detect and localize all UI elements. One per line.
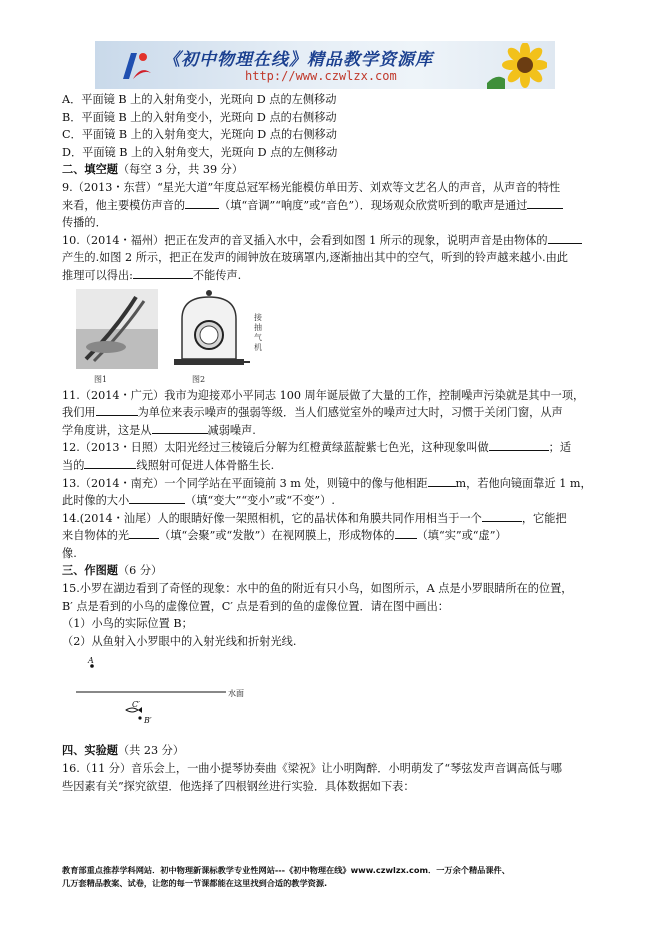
section-title: 四、实验题: [62, 743, 118, 758]
answer-blank[interactable]: [428, 475, 456, 487]
water-surface-diagram: [62, 652, 602, 738]
answer-blank[interactable]: [185, 197, 219, 209]
sound-experiment-figures: [76, 289, 602, 384]
question-16-line2: 些因素有关”探究欲望．他选择了四根钢丝进行实验．具体数据如下表：: [62, 779, 415, 793]
answer-blank[interactable]: [395, 527, 417, 539]
option-a: A．平面镜 B 上的入射角变小，光斑向 D 点的左侧移动: [62, 93, 337, 106]
q14-line: （填“实”或“虚”）: [416, 529, 507, 543]
question-10: [62, 232, 602, 250]
worksheet-body: [62, 91, 602, 795]
question-12: [62, 439, 602, 457]
question-10-line3: [62, 267, 602, 285]
q12-line: 当的: [62, 458, 85, 472]
q9-line: 9.（2013・东营）“星光大道”年度总冠军杨光能模仿单田芳、刘欢等文艺名人的声音，从声音的特性: [62, 180, 561, 194]
q11-line: 学角度讲，这是从: [62, 423, 152, 437]
option-b: B．平面镜 B 上的入射角变小，光斑向 D 点的右侧移动: [62, 110, 337, 124]
air-pump-label: 接抽气机: [254, 312, 262, 352]
section-title: 三、作图题: [62, 563, 118, 578]
answer-blank[interactable]: [527, 197, 563, 209]
q11-line: 减弱噪声.: [207, 423, 256, 437]
section-title: 二、填空题: [62, 162, 118, 177]
question-16: 16.（11 分）音乐会上，一曲小提琴协奏曲《梁祝》让小明陶醉．小明萌发了“琴弦发声音调高低与哪: [62, 762, 562, 776]
q13-line: 此时像的大小: [62, 494, 130, 508]
q14-line: 14.(2014・汕尾）人的眼睛好像一架照相机，它的晶状体和角膜共同作用相当于一个: [62, 511, 482, 525]
label-c-prime: C′: [132, 700, 140, 710]
answer-blank[interactable]: [489, 439, 549, 451]
q12-line: ；适: [548, 441, 572, 455]
optics-diagram: [62, 652, 282, 738]
question-9-line3: 传播的．: [62, 216, 107, 230]
question-15-part1: （1）小鸟的实际位置 B；: [62, 617, 193, 631]
question-11-line2: [62, 404, 602, 422]
banner-url[interactable]: http://www.czwlzx.com: [245, 69, 397, 83]
q13-line: m，若他向镜面靠近 1 m，: [455, 476, 592, 490]
q13-line: （填“变大”“变小”或“不变”）.: [185, 494, 335, 508]
question-15-line2: B′ 点是看到的小鸟的虚像位置，C′ 点是看到的鱼的虚像位置．请在图中画出：: [62, 599, 449, 613]
q14-line: （填“会聚”或“发散”）在视网膜上，形成物体的: [159, 529, 395, 543]
figure1-caption: 图1: [94, 374, 108, 384]
question-11-line3: [62, 422, 602, 440]
question-10-line2: 产生的.如图 2 所示，把正在发声的闹钟放在玻璃罩内,逐渐抽出其中的空气，听到的铃声越来越小.由此: [62, 251, 568, 265]
question-12-line2: [62, 457, 602, 475]
answer-blank[interactable]: [129, 492, 185, 504]
option-c: C．平面镜 B 上的入射角变大，光斑向 D 点的右侧移动: [62, 128, 337, 142]
question-15: 15.小罗在湖边看到了奇怪的现象：水中的鱼的附近有只小鸟，如图所示，A 点是小罗眼睛所在的位置，: [62, 582, 573, 596]
q10-line: 推理可以得出:: [62, 268, 133, 282]
site-logo-icon: [117, 47, 153, 83]
question-9: [62, 179, 602, 197]
question-13-line2: [62, 492, 602, 510]
sunflower-icon: [487, 43, 547, 89]
q11-line: 我们用: [62, 406, 96, 420]
answer-blank[interactable]: [133, 267, 193, 279]
answer-blank[interactable]: [548, 232, 582, 244]
q12-line: 线照射可促进人体骨骼生长.: [136, 458, 275, 472]
q14-line: ，它能把: [521, 511, 567, 525]
section-note: （每空 3 分，共 39 分）: [117, 163, 244, 177]
header-banner: [95, 41, 555, 89]
q10-line: 不能传声.: [192, 268, 242, 282]
answer-blank[interactable]: [152, 422, 208, 434]
q13-line: 13.（2014・南充）一个同学站在平面镜前 3 m 处，则镜中的像与他相距: [62, 476, 428, 490]
section-note: （6 分）: [117, 564, 163, 578]
label-a: A: [88, 656, 94, 666]
q14-line: 来自物体的光: [62, 529, 130, 543]
q9-line: 来看，他主要模仿声音的: [62, 198, 186, 212]
question-14-line3: 像.: [62, 546, 77, 560]
tuning-fork-figure: [76, 289, 158, 369]
label-water-surface: 水面: [228, 689, 244, 699]
figure2-caption: 图2: [192, 374, 206, 384]
option-d: D．平面镜 B 上的入射角变大，光斑向 D 点的左侧移动: [62, 145, 338, 159]
answer-blank[interactable]: [482, 510, 522, 522]
q11-line: 为单位来表示噪声的强弱等级．当人们感觉室外的噪声过大时，习惯于关闭门窗，从声: [137, 406, 563, 420]
section-heading-fill: [62, 161, 602, 179]
point-b-prime: [138, 717, 141, 720]
label-b-prime: B′: [144, 716, 152, 726]
question-14-line2: [62, 527, 602, 545]
banner-title: 《初中物理在线》精品教学资源库: [163, 50, 433, 70]
question-15-part2: （2）从鱼射入小罗眼中的入射光线和折射光线.: [62, 634, 297, 648]
question-14: [62, 510, 602, 528]
question-11: 11.（2014・广元）我市为迎接邓小平同志 100 周年诞辰做了大量的工作，控制噪声污染就是其中一项，: [62, 388, 585, 402]
question-9-line2: [62, 197, 602, 215]
answer-blank[interactable]: [129, 527, 159, 539]
section-heading-experiment: [62, 742, 602, 760]
q12-line: 12.（2013・日照）太阳光经过三棱镜后分解为红橙黄绿蓝靛紫七色光，这种现象叫做: [62, 441, 489, 455]
section-note: （共 23 分）: [117, 744, 185, 758]
bell-jar-figure: [168, 289, 250, 369]
q10-line: 10.（2014・福州）把正在发声的音叉插入水中，会看到如图 1 所示的现象，说明声音是由物体的: [62, 233, 548, 247]
footer-line2: 几万套精品教案、试卷，让您的每一节课都能在这里找到合适的教学资源.: [62, 878, 328, 888]
question-13: [62, 475, 602, 493]
answer-blank[interactable]: [96, 404, 138, 416]
q9-line: （填“音调”“响度”或“音色”）．现场观众欣赏听到的歌声是通过: [219, 198, 528, 212]
page-footer: [62, 864, 602, 890]
section-heading-drawing: [62, 562, 602, 580]
answer-blank[interactable]: [84, 457, 136, 469]
footer-line1: 教育部重点推荐学科网站．初中物理新课标教学专业性网站---《初中物理在线》www.czwlzx.com．一万余个精品课件、: [62, 865, 510, 875]
